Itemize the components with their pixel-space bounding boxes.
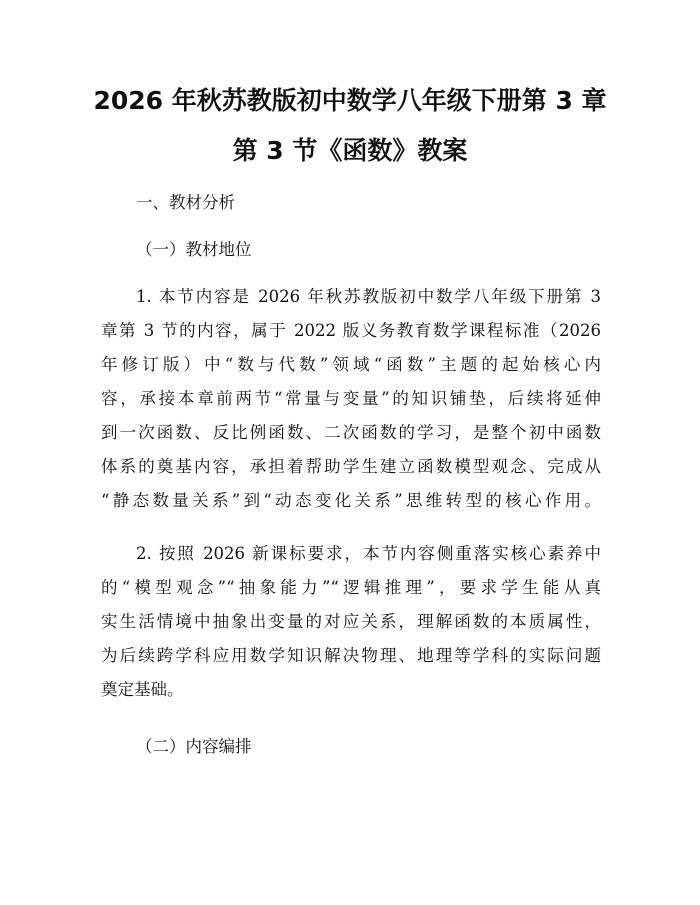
document-title-line-2: 第 3 节《函数》教案 [232, 136, 468, 165]
paragraph-1-line: “静态数量关系”到“动态变化关系”思维转型的核心作用。 [101, 491, 601, 510]
paragraph-1-line: 容，承接本章前两节“常量与变量”的知识铺垫，后续将延伸 [101, 389, 601, 408]
document-title-line-1: 2026 年秋苏教版初中数学八年级下册第 3 章 [93, 86, 607, 115]
paragraph-1-line: 到一次函数、反比例函数、二次函数的学习，是整个初中函数 [101, 423, 601, 442]
subsection-heading-content-arrangement: （二）内容编排 [136, 737, 252, 756]
paragraph-2-line: 实生活情境中抽象出变量的对应关系，理解函数的本质属性， [101, 612, 601, 631]
paragraph-1-line: 章第 3 节的内容，属于 2022 版义务教育数学课程标准（2026 [101, 321, 601, 340]
paragraph-1-line: 体系的奠基内容，承担着帮助学生建立函数模型观念、完成从 [101, 457, 601, 476]
paragraph-1-line: 年修订版）中“数与代数”领域“函数”主题的起始核心内 [101, 355, 601, 374]
paragraph-1-line: 1. 本节内容是 2026 年秋苏教版初中数学八年级下册第 3 [136, 287, 601, 306]
paragraph-2-line: 为后续跨学科应用数学知识解决物理、地理等学科的实际问题 [101, 646, 601, 665]
paragraph-2-line: 的“模型观念”“抽象能力”“逻辑推理”，要求学生能从真 [101, 578, 601, 597]
section-heading-textbook-analysis: 一、教材分析 [136, 193, 235, 212]
paragraph-2-line: 2. 按照 2026 新课标要求，本节内容侧重落实核心素养中 [136, 544, 601, 563]
paragraph-2-line: 奠定基础。 [101, 680, 184, 699]
subsection-heading-textbook-status: （一）教材地位 [136, 240, 252, 259]
